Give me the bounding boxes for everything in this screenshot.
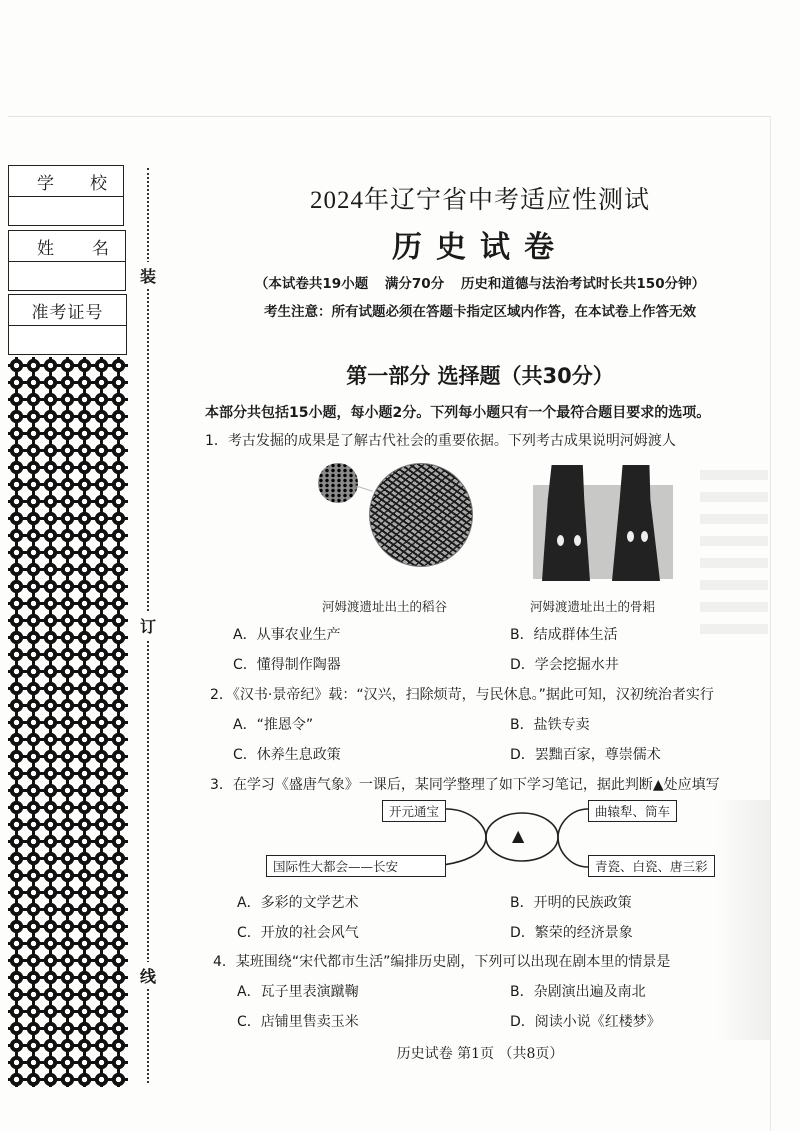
q2-option-c[interactable]: C．休养生息政策 (233, 747, 341, 763)
section-instruction: 本部分共包括15小题，每小题2分。下列每小题只有一个最符合题目要求的选项。 (205, 405, 711, 421)
q3-option-d[interactable]: D．繁荣的经济景象 (510, 925, 633, 941)
page-footer: 历史试卷 第1页 （共8页） (396, 1046, 564, 1062)
bone-hole (574, 535, 581, 546)
bone-hole (557, 535, 564, 546)
show-through-text (700, 470, 768, 640)
exam-notice: 考生注意：所有试题必须在答题卡指定区域内作答，在本试卷上作答无效 (264, 304, 696, 320)
bone-hole (641, 531, 648, 542)
rice-grain-inset-image (318, 463, 358, 503)
q3-option-b[interactable]: B．开明的民族政策 (510, 895, 632, 911)
paper-edge-right (770, 116, 771, 1131)
school-label-left: 学 (37, 173, 54, 194)
q3-option-a[interactable]: A．多彩的文学艺术 (237, 895, 359, 911)
q2-option-d[interactable]: D．罢黜百家，尊崇儒术 (510, 747, 661, 763)
exam-info-time: 历史和道德与法治考试时长共150分钟） (460, 276, 706, 292)
exam-info-score: 满分70分 (384, 276, 445, 292)
name-label-left: 姓 (37, 238, 54, 259)
q4-option-a[interactable]: A．瓦子里表演蹴鞠 (237, 984, 359, 1000)
diagram-box-porcelain: 青瓷、白瓷、唐三彩 (588, 855, 715, 877)
question-3-stem: 3．在学习《盛唐气象》一课后，某同学整理了如下学习笔记，据此判断▲处应填写 (210, 777, 720, 793)
school-label-right: 校 (90, 173, 107, 194)
diagram-box-farm-tools: 曲辕犁、筒车 (588, 800, 677, 822)
rice-grain-image (370, 464, 472, 566)
security-pattern (8, 357, 128, 1087)
question-2-stem: 2．《汉书·景帝纪》载：“汉兴，扫除烦苛，与民休息。”据此可知，汉初统治者实行 (210, 687, 714, 703)
name-field (8, 230, 126, 291)
bone-spade-left (542, 465, 590, 581)
q4-option-b[interactable]: B．杂剧演出遍及南北 (510, 984, 646, 1000)
diagram-box-changan: 国际性大都会——长安 (266, 855, 446, 877)
q1-option-a[interactable]: A．从事农业生产 (233, 627, 341, 643)
question-1-stem: 1．考古发掘的成果是了解古代社会的重要依据。下列考古成果说明河姆渡人 (205, 433, 676, 449)
school-label (9, 166, 123, 197)
rice-zoom-connector (355, 485, 372, 492)
bone-spade-right (612, 465, 660, 581)
q4-option-c[interactable]: C．店铺里售卖玉米 (237, 1014, 359, 1030)
exam-title: 2024年辽宁省中考适应性测试 (309, 187, 650, 214)
exam-number-input-area[interactable] (9, 326, 126, 354)
triangle-placeholder-icon: ▲ (512, 826, 525, 845)
subject-title: 历史试卷 (392, 230, 568, 265)
diagram-box-kaiyuan-coin: 开元通宝 (382, 800, 446, 822)
paper-edge-top (8, 116, 770, 117)
binding-mark-zhuang: 装 (140, 262, 156, 289)
q2-option-b[interactable]: B．盐铁专卖 (510, 717, 590, 733)
school-input-area[interactable] (9, 197, 123, 225)
name-label (9, 231, 125, 262)
rice-caption: 河姆渡遗址出土的稻谷 (322, 599, 448, 614)
name-input-area[interactable] (9, 262, 125, 290)
bone-hole (627, 531, 634, 542)
bone-spade-caption: 河姆渡遗址出土的骨耜 (530, 599, 656, 614)
exam-number-field (8, 294, 127, 355)
q1-option-d[interactable]: D．学会挖掘水井 (510, 657, 619, 673)
binding-mark-xian: 线 (140, 962, 156, 989)
q1-option-c[interactable]: C．懂得制作陶器 (233, 657, 341, 673)
q3-option-c[interactable]: C．开放的社会风气 (237, 925, 359, 941)
exam-number-label: 准考证号 (9, 295, 126, 326)
name-label-right: 名 (92, 238, 109, 259)
q2-option-a[interactable]: A．“推恩令” (233, 717, 314, 733)
q1-option-b[interactable]: B．结成群体生活 (510, 627, 618, 643)
section-title: 第一部分 选择题（共30分） (346, 364, 614, 388)
binding-mark-ding: 订 (140, 612, 156, 639)
school-field (8, 165, 124, 226)
exam-info-count: （本试卷共19小题 (254, 276, 369, 292)
q4-option-d[interactable]: D．阅读小说《红楼梦》 (510, 1014, 661, 1030)
question-4-stem: 4．某班围绕“宋代都市生活”编排历史剧，下列可以出现在剧本里的情景是 (213, 954, 671, 970)
exam-info (200, 272, 760, 292)
